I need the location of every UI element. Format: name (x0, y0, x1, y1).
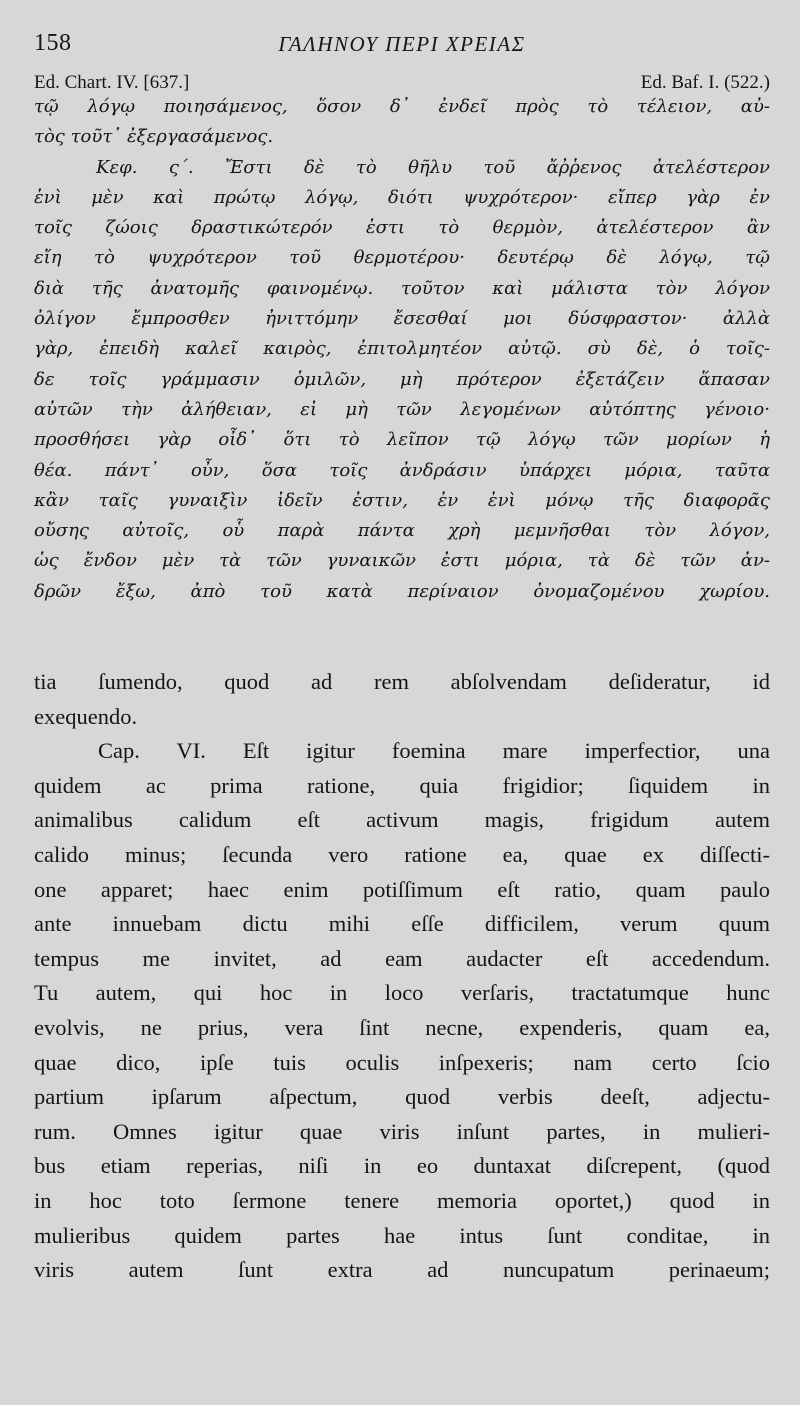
running-head (34, 30, 770, 62)
latin-line: bus etiam reperias, niſi in eo duntaxat diſcrepent, (quod (34, 1153, 770, 1179)
latin-line: exequendo. (34, 703, 138, 729)
latin-line: tia ſumendo, quod ad rem abſolvendam deſideratur, id (34, 669, 770, 695)
greek-text-block (34, 92, 770, 607)
greek-line: οὔσης αὐτοῖς, οὗ παρὰ πάντα χρὴ μεμνῆσθαι τὸν λόγον, (34, 520, 770, 542)
latin-line: one apparet; haec enim potiſſimum eſt ratio, quam paulo (34, 876, 770, 902)
latin-line: tempus me invitet, ad eam audacter eſt accedendum. (34, 945, 770, 971)
running-title: ΓΑΛΗΝΟΥ ΠΕΡΙ ΧΡΕΙΑΣ (278, 32, 526, 56)
latin-line: quidem ac prima ratione, quia frigidior; ſiquidem in (34, 772, 770, 798)
latin-line: quae dico, ipſe tuis oculis inſpexeris; nam certo ſcio (34, 1049, 770, 1075)
page-number: 158 (34, 30, 72, 56)
latin-text-block (34, 665, 770, 1288)
greek-line: τὸς τοῦτ᾽ ἐξεργασάμενος. (34, 126, 274, 148)
greek-line: προσθήσει γὰρ οἶδ᾽ ὅτι τὸ λεῖπον τῷ λόγῳ τῶν μορίων ἡ (34, 429, 770, 451)
greek-line: ὀλίγον ἔμπροσθεν ἠνιττόμην ἔσεσθαί μοι δύσφραστον· ἀλλὰ (34, 308, 770, 330)
edition-chart-reference: Ed. Chart. IV. [637.] (34, 72, 190, 93)
greek-line: θέα. πάντ᾽ οὖν, ὅσα τοῖς ἀνδράσιν ὑπάρχει μόρια, ταῦτα (34, 459, 770, 481)
latin-line: mulieribus quidem partes hae intus ſunt conditae, in (34, 1222, 770, 1248)
greek-line: Κεφ. ς΄. Ἔστι δὲ τὸ θῆλυ τοῦ ἄῤῥενος ἀτελέστερον (96, 156, 770, 178)
latin-line: Tu autem, qui hoc in loco verſaris, tractatumque hunc (34, 980, 770, 1006)
latin-line: rum. Omnes igitur quae viris inſunt partes, in mulieri- (34, 1118, 770, 1144)
latin-line: ante innuebam dictu mihi eſſe difficilem, verum quum (34, 911, 770, 937)
latin-line: animalibus calidum eſt activum magis, frigidum autem (34, 807, 770, 833)
greek-line: τῷ λόγῳ ποιησάμενος, ὅσον δ᾽ ἐνδεῖ πρὸς τὸ τέλειον, αὐ- (34, 96, 770, 117)
latin-line: in hoc toto ſermone tenere memoria oportet,) quod in (34, 1187, 770, 1213)
edition-basel-reference: Ed. Baf. I. (522.) (640, 72, 770, 93)
latin-line: viris autem ſunt extra ad nuncupatum perinaeum; (34, 1257, 770, 1283)
latin-line: calido minus; ſecunda vero ratione ea, quae ex diſſecti- (34, 842, 770, 868)
greek-line: τοῖς ζώοις δραστικώτερόν ἐστι τὸ θερμὸν, ἀτελέστερον ἂν (34, 217, 770, 239)
latin-line: evolvis, ne prius, vera ſint necne, expenderis, quam ea, (34, 1014, 770, 1040)
greek-line: αὐτῶν τὴν ἀλήθειαν, εἰ μὴ τῶν λεγομένων αὐτόπτης γένοιο· (34, 398, 770, 420)
greek-line: κἂν ταῖς γυναιξὶν ἰδεῖν ἐστιν, ἐν ἑνὶ μόνῳ τῆς διαφορᾶς (34, 489, 770, 511)
greek-line: δε τοῖς γράμμασιν ὁμιλῶν, μὴ πρότερον ἐξετάζειν ἅπασαν (34, 368, 770, 390)
latin-line: Cap. VI. Eſt igitur foemina mare imperfectior, una (98, 738, 770, 764)
edition-reference-line (34, 62, 770, 93)
greek-line: δρῶν ἔξω, ἀπὸ τοῦ κατὰ περίναιον ὀνομαζομένου χωρίου. (34, 580, 770, 602)
greek-line: εἴη τὸ ψυχρότερον τοῦ θερμοτέρου· δευτέρῳ δὲ λόγῳ, τῷ (34, 247, 770, 269)
greek-line: διὰ τῆς ἀνατομῆς φαινομένῳ. τοῦτον καὶ μάλιστα τὸν λόγον (34, 277, 770, 299)
greek-line: ἑνὶ μὲν καὶ πρώτῳ λόγῳ, διότι ψυχρότερον· εἴπερ γὰρ ἐν (34, 186, 770, 208)
greek-line: ὡς ἔνδον μὲν τὰ τῶν γυναικῶν ἐστι μόρια, τὰ δὲ τῶν ἀν- (34, 550, 770, 572)
latin-line: partium ipſarum aſpectum, quod verbis deeſt, adjectu- (34, 1084, 770, 1110)
greek-line: γὰρ, ἐπειδὴ καλεῖ καιρὸς, ἐπιτολμητέον αὐτῷ. σὺ δὲ, ὁ τοῖς- (34, 338, 770, 360)
